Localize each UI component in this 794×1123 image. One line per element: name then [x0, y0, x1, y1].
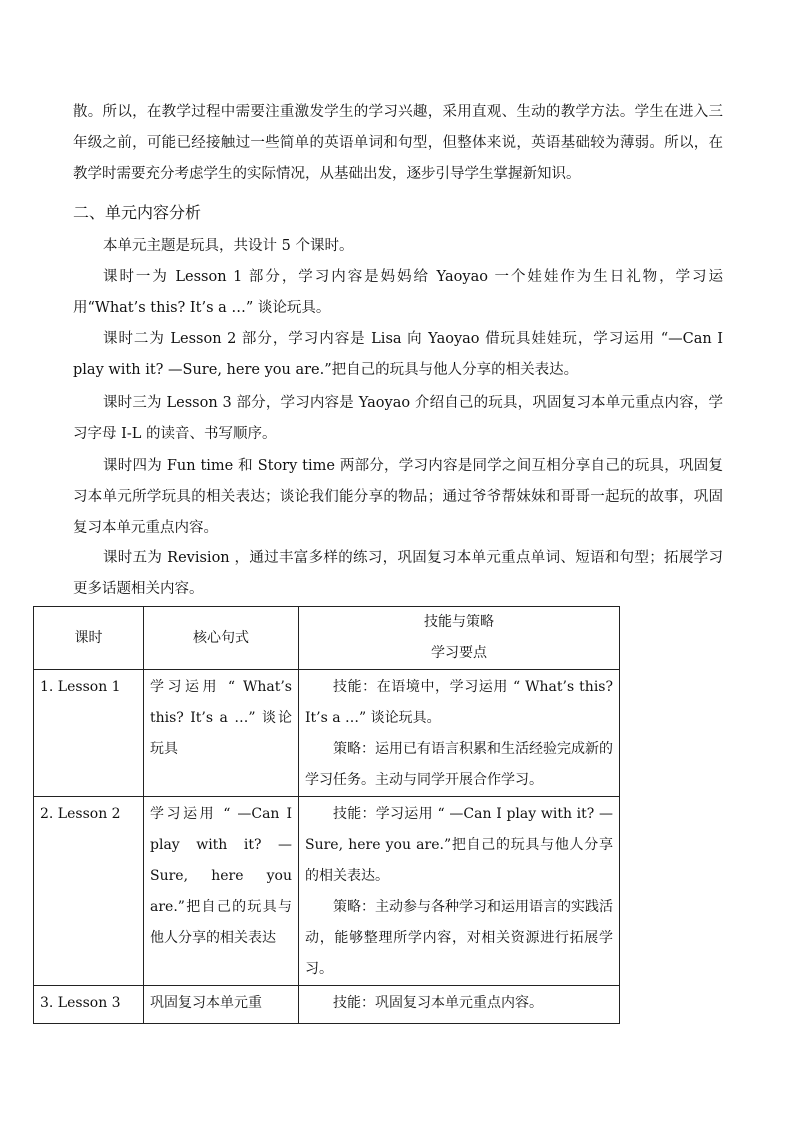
cell-pattern: 学习运用 “ —Can I play with it? —Sure, here you are.”把自己的玩具与他人分享的相关表达 [144, 797, 299, 986]
header-lesson: 课时 [34, 607, 144, 670]
cell-lesson: 2. Lesson 2 [34, 797, 144, 986]
lesson-table [33, 606, 620, 1024]
table-row [34, 797, 620, 986]
cell-strategy: 策略：主动参与各种学习和运用语言的实践活动，能够整理所学内容，对相关资源进行拓展学习。 [305, 899, 613, 977]
section-heading: 二、单元内容分析 [73, 203, 202, 222]
cell-skills [299, 670, 620, 797]
paragraph-unit-topic: 本单元主题是玩具，共设计 5 个课时。 [103, 238, 354, 254]
cell-skill: 技能：学习运用 “ —Can I play with it? —Sure, here you are.”把自己的玩具与他人分享的相关表达。 [305, 806, 613, 884]
cell-skill: 技能：巩固复习本单元重点内容。 [333, 995, 543, 1011]
cell-pattern: 巩固复习本单元重 [144, 986, 299, 1024]
table-row [34, 986, 620, 1024]
paragraph-lesson-2: 课时二为 Lesson 2 部分，学习内容是 Lisa 向 Yaoyao 借玩具娃娃玩，学习运用 “—Can I play with it? —Sure, here you are.”把自己的玩具与他人分享的相关表达。 [73, 331, 723, 378]
cell-pattern: 学习运用 “ What’s this? It’s a …” 谈论玩具 [144, 670, 299, 797]
intro-paragraph: 散。所以，在教学过程中需要注重激发学生的学习兴趣，采用直观、生动的教学方法。学生在进入三年级之前，可能已经接触过一些简单的英语单词和句型，但整体来说，英语基础较为薄弱。所以，在教学时需要充分考虑学生的实际情况，从基础出发，逐步引导学生掌握新知识。 [73, 104, 723, 182]
cell-lesson: 1. Lesson 1 [34, 670, 144, 797]
paragraph-lesson-4: 课时四为 Fun time 和 Story time 两部分，学习内容是同学之间互相分享自己的玩具，巩固复习本单元所学玩具的相关表达；谈论我们能分享的物品；通过爷爷帮妹妹和哥哥一起玩的故事，巩固复习本单元重点内容。 [73, 458, 723, 536]
paragraph-lesson-3: 课时三为 Lesson 3 部分，学习内容是 Yaoyao 介绍自己的玩具，巩固复习本单元重点内容，学习字母 I-L 的读音、书写顺序。 [73, 395, 723, 442]
header-skills-line2: 学习要点 [431, 645, 487, 661]
cell-lesson: 3. Lesson 3 [34, 986, 144, 1024]
table-row [34, 670, 620, 797]
header-skills [299, 607, 620, 670]
table-header-row [34, 607, 620, 670]
header-skills-line1: 技能与策略 [424, 614, 494, 630]
paragraph-lesson-1: 课时一为 Lesson 1 部分，学习内容是妈妈给 Yaoyao 一个娃娃作为生日礼物，学习运用“What’s this? It’s a …” 谈论玩具。 [73, 269, 723, 316]
paragraph-lesson-5: 课时五为 Revision ，通过丰富多样的练习，巩固复习本单元重点单词、短语和句型；拓展学习更多话题相关内容。 [73, 550, 723, 597]
cell-skills [299, 797, 620, 986]
cell-skill: 技能：在语境中，学习运用 “ What’s this? It’s a …” 谈论玩具。 [305, 679, 613, 726]
cell-skills [299, 986, 620, 1024]
header-pattern: 核心句式 [144, 607, 299, 670]
cell-strategy: 策略：运用已有语言积累和生活经验完成新的学习任务。主动与同学开展合作学习。 [305, 741, 613, 788]
